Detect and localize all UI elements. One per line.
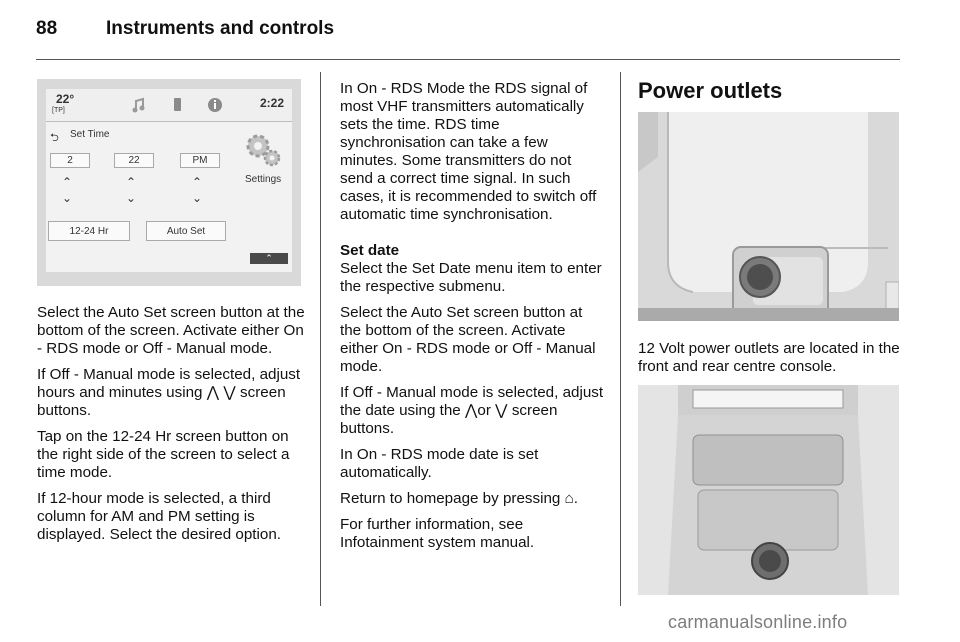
col1-paragraph-1: Select the Auto Set screen button at the bottom of the screen. Activate either On - RDS mode or Off - Manual mode. bbox=[37, 304, 305, 357]
phone-icon bbox=[166, 94, 188, 116]
page-number: 88 bbox=[36, 18, 58, 39]
set-time-screen-figure bbox=[37, 79, 301, 286]
section-title: Instruments and controls bbox=[106, 18, 335, 39]
minutes-up-icon[interactable]: ⌃ bbox=[126, 175, 137, 189]
column-2-text bbox=[340, 80, 606, 560]
column-divider-2 bbox=[620, 72, 621, 606]
minutes-down-icon[interactable]: ⌄ bbox=[126, 191, 137, 205]
col1-paragraph-3: Tap on the 12-24 Hr screen button on the right side of the screen to select a time mode. bbox=[37, 428, 290, 481]
column-divider-1 bbox=[320, 72, 321, 606]
col1-paragraph-4: If 12-hour mode is selected, a third column for AM and PM setting is displayed. Select the desired option. bbox=[37, 490, 282, 543]
hours-down-icon[interactable]: ⌄ bbox=[62, 191, 73, 205]
screen-body bbox=[46, 122, 292, 272]
screen-status-bar bbox=[46, 89, 292, 122]
music-note-icon bbox=[128, 94, 150, 116]
col2-paragraph-2: Select the Set Date menu item to enter the respective submenu. bbox=[340, 260, 602, 295]
minutes-value: 22 bbox=[114, 153, 154, 168]
rear-power-outlet-photo bbox=[638, 385, 899, 595]
header-rule bbox=[36, 59, 900, 60]
watermark: carmanualsonline.info bbox=[668, 612, 848, 632]
col2-paragraph-1: In On - RDS Mode the RDS signal of most VHF transmitters automatically sets the time. RDS time synchronisation can take a few minutes. Some transmitters do not send a correct time signal. In such cases, it is recommended to switch off automatic time synchronisation. bbox=[340, 80, 597, 223]
col2-paragraph-5: In On - RDS mode date is set automatically. bbox=[340, 446, 539, 481]
hours-value: 2 bbox=[50, 153, 90, 168]
power-outlets-heading: Power outlets bbox=[638, 78, 783, 103]
screen-temperature: 22° bbox=[56, 92, 75, 106]
set-time-title: Set Time bbox=[70, 129, 110, 140]
settings-gear-icon bbox=[242, 130, 282, 170]
back-arrow-icon[interactable]: ⮌ bbox=[50, 132, 59, 144]
screen-clock: 2:22 bbox=[260, 96, 285, 110]
col2-paragraph-7: For further information, see Infotainment system manual. bbox=[340, 516, 535, 551]
col2-paragraph-3: Select the Auto Set screen button at the bottom of the screen. Activate either On - RDS mode or Off - Manual mode. bbox=[340, 304, 596, 375]
auto-set-button[interactable]: Auto Set bbox=[146, 221, 226, 241]
hours-up-icon[interactable]: ⌃ bbox=[62, 175, 73, 189]
set-date-heading: Set date bbox=[340, 242, 400, 259]
settings-label[interactable]: Settings bbox=[245, 174, 282, 185]
ampm-up-icon[interactable]: ⌃ bbox=[192, 175, 203, 189]
col1-paragraph-2: If Off - Manual mode is selected, adjust hours and minutes using ⋀ ⋁ screen buttons. bbox=[37, 366, 301, 419]
col3-paragraph-1: 12 Volt power outlets are located in the front and rear centre console. bbox=[638, 340, 900, 375]
ampm-down-icon[interactable]: ⌄ bbox=[192, 191, 203, 205]
col2-paragraph-4: If Off - Manual mode is selected, adjust the date using the ⋀or ⋁ screen buttons. bbox=[340, 384, 604, 437]
info-icon bbox=[204, 94, 226, 116]
col2-paragraph-6: Return to homepage by pressing ⌂. bbox=[340, 490, 578, 507]
column-1-text bbox=[37, 304, 307, 552]
screen-tp-label: [TP] bbox=[52, 107, 65, 114]
column-3-text bbox=[638, 340, 908, 384]
collapse-chevron-icon[interactable]: ⌃ bbox=[250, 253, 288, 264]
page-header bbox=[36, 18, 334, 40]
format-12-24-button[interactable]: 12-24 Hr bbox=[48, 221, 130, 241]
ampm-value: PM bbox=[180, 153, 220, 168]
front-power-outlet-photo bbox=[638, 112, 899, 321]
